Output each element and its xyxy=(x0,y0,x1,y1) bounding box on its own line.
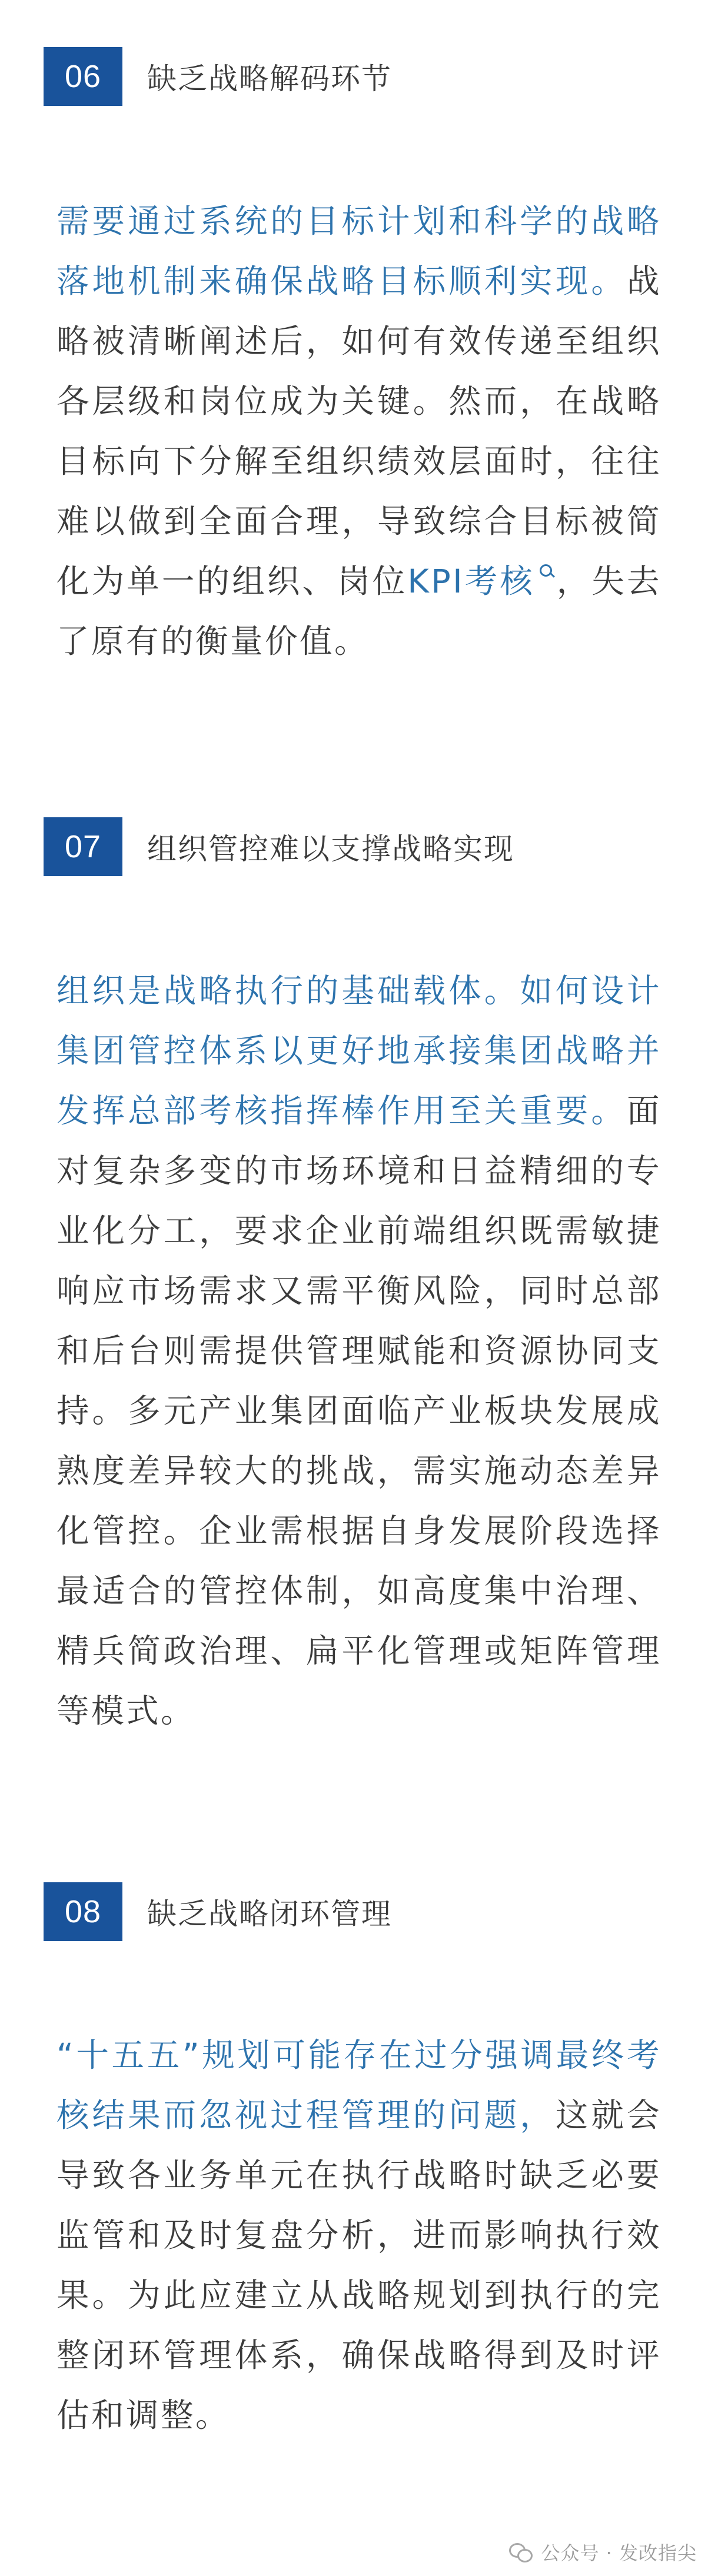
body-text: 战略被清晰阐述后，如何有效传递至组织各层级和岗位成为关键。然而，在战略目标向下分解至组织绩效层面时，往往难以做到全面合理，导致综合目标被简化为单一的组织、岗位 xyxy=(56,262,662,601)
section-title: 缺乏战略闭环管理 xyxy=(147,1897,392,1931)
section-06-paragraph xyxy=(56,192,662,672)
section-header-08 xyxy=(44,1882,392,1941)
highlight-text: 需要通过系统的目标计划和科学的战略落地机制来确保战略目标顺利实现。 xyxy=(56,202,662,301)
watermark xyxy=(509,2538,697,2565)
kpi-link[interactable]: KPI考核 xyxy=(407,563,536,601)
section-title: 组织管控难以支撑战略实现 xyxy=(147,832,514,866)
section-number-badge: 06 xyxy=(44,47,122,106)
wechat-icon xyxy=(509,2542,534,2562)
body-text: 面对复杂多变的市场环境和日益精细的专业化分工，要求企业前端组织既需敏捷响应市场需求又需平衡风险，同时总部和后台则需提供管理赋能和资源协同支持。多元产业集团面临产业板块发展成熟度差异较大的挑战，需实施动态差异化管控。企业需根据自身发展阶段选择最适合的管控体制，如高度集中治理、精兵简政治理、扁平化管理或矩阵管理等模式。 xyxy=(56,1092,662,1730)
section-title: 缺乏战略解码环节 xyxy=(147,62,392,96)
section-08-paragraph xyxy=(56,2026,662,2446)
section-header-07 xyxy=(44,817,514,876)
section-number-badge: 07 xyxy=(44,817,122,876)
section-number-badge: 08 xyxy=(44,1882,122,1941)
highlight-text: “十五五”规划可能存在过分强调最终考核结果而忽视过程管理的问题， xyxy=(56,2036,662,2135)
section-07-paragraph xyxy=(56,961,662,1742)
body-text: ，失去了原有的衡量价值。 xyxy=(56,563,662,661)
body-text: 这就会导致各业务单元在执行战略时缺乏必要监管和及时复盘分析，进而影响执行效果。为此应建立从战略规划到执行的完整闭环管理体系，确保战略得到及时评估和调整。 xyxy=(56,2096,662,2435)
highlight-text: 组织是战略执行的基础载体。如何设计集团管控体系以更好地承接集团战略并发挥总部考核指挥棒作用至关重要。 xyxy=(56,972,662,1130)
watermark-text: 公众号 · 发改指尖 xyxy=(541,2542,697,2564)
search-icon[interactable] xyxy=(538,563,554,582)
section-header-06 xyxy=(44,47,392,106)
